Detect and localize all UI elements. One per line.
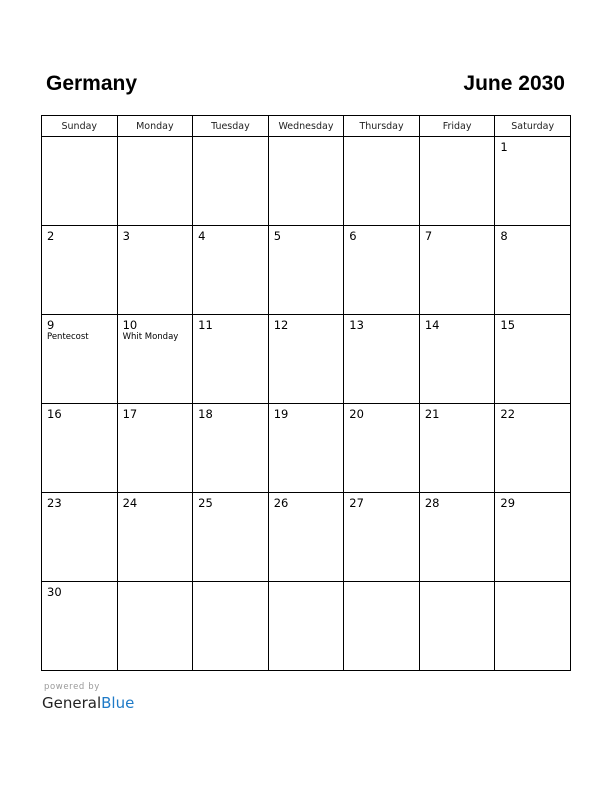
holiday-label: Whit Monday xyxy=(122,332,179,342)
day-number: 23 xyxy=(47,496,62,510)
generalblue-logo[interactable] xyxy=(42,693,134,713)
day-cell-content xyxy=(269,493,344,510)
weekday-monday: Monday xyxy=(117,116,193,137)
day-cell[interactable] xyxy=(193,315,269,404)
day-cell xyxy=(117,137,193,226)
day-cell-content xyxy=(118,404,193,421)
day-number: 9 xyxy=(47,318,55,332)
day-cell[interactable] xyxy=(117,404,193,493)
day-cell-content xyxy=(118,493,193,510)
calendar-body xyxy=(42,137,571,671)
day-cell-content xyxy=(344,582,419,585)
day-cell[interactable] xyxy=(268,493,344,582)
day-cell xyxy=(117,582,193,671)
day-cell-content xyxy=(42,315,117,343)
week-row xyxy=(42,404,571,493)
day-number: 15 xyxy=(500,318,516,332)
day-cell[interactable] xyxy=(268,404,344,493)
day-cell[interactable] xyxy=(495,137,571,226)
day-cell-content xyxy=(118,137,193,140)
day-cell-content xyxy=(420,315,495,332)
day-cell[interactable] xyxy=(117,226,193,315)
day-number: 11 xyxy=(198,318,213,332)
day-cell[interactable] xyxy=(42,582,118,671)
day-cell xyxy=(193,137,269,226)
day-cell[interactable] xyxy=(495,226,571,315)
brand-blue-text: Blue xyxy=(101,694,135,712)
day-number: 14 xyxy=(424,318,440,332)
day-cell-content xyxy=(42,226,117,243)
day-cell xyxy=(42,137,118,226)
day-cell xyxy=(495,582,571,671)
day-cell[interactable] xyxy=(42,404,118,493)
day-cell[interactable] xyxy=(419,315,495,404)
country-title: Germany xyxy=(46,72,138,95)
day-number: 22 xyxy=(500,407,516,421)
holiday-label: Pentecost xyxy=(47,332,89,342)
calendar-grid xyxy=(41,115,571,671)
weekday-friday: Friday xyxy=(419,116,495,137)
day-cell-content xyxy=(344,226,419,243)
day-number: 26 xyxy=(273,496,289,510)
day-cell-content xyxy=(269,404,344,421)
day-cell-content xyxy=(269,226,344,243)
day-cell-content xyxy=(420,226,495,243)
day-cell-content xyxy=(495,404,570,421)
month-year-title: June 2030 xyxy=(463,72,565,95)
day-cell[interactable] xyxy=(42,315,118,404)
day-cell[interactable] xyxy=(268,226,344,315)
weekday-tuesday: Tuesday xyxy=(193,116,269,137)
powered-by-label: powered by xyxy=(44,682,100,692)
day-cell xyxy=(344,137,420,226)
week-row xyxy=(42,226,571,315)
day-cell[interactable] xyxy=(193,226,269,315)
day-number: 10 xyxy=(122,318,138,332)
day-cell xyxy=(419,582,495,671)
day-number: 20 xyxy=(349,407,364,421)
day-cell[interactable] xyxy=(117,493,193,582)
day-cell[interactable] xyxy=(495,404,571,493)
day-cell xyxy=(344,582,420,671)
day-cell-content xyxy=(193,226,268,243)
day-cell[interactable] xyxy=(344,404,420,493)
day-cell[interactable] xyxy=(495,493,571,582)
day-cell-content xyxy=(42,404,117,421)
day-cell[interactable] xyxy=(419,226,495,315)
day-cell-content xyxy=(495,137,570,154)
day-number: 2 xyxy=(47,229,55,243)
day-cell-content xyxy=(344,493,419,510)
day-number: 6 xyxy=(349,229,357,243)
day-number: 8 xyxy=(500,229,508,243)
day-number: 4 xyxy=(198,229,206,243)
week-row xyxy=(42,315,571,404)
day-number: 28 xyxy=(424,496,440,510)
day-number: 12 xyxy=(273,318,289,332)
day-cell xyxy=(193,582,269,671)
day-number: 3 xyxy=(122,229,130,243)
day-number: 7 xyxy=(424,229,433,243)
day-cell[interactable] xyxy=(495,315,571,404)
brand-general-text: General xyxy=(42,694,102,712)
day-cell xyxy=(268,582,344,671)
day-cell[interactable] xyxy=(193,404,269,493)
weekday-saturday: Saturday xyxy=(495,116,571,137)
day-cell-content xyxy=(193,137,268,140)
day-number: 25 xyxy=(198,496,213,510)
day-cell-content xyxy=(420,404,495,421)
day-cell-content xyxy=(344,315,419,332)
day-cell-content xyxy=(495,315,570,332)
day-cell-content xyxy=(495,582,570,585)
day-number: 18 xyxy=(198,407,213,421)
day-cell-content xyxy=(193,315,268,332)
day-cell[interactable] xyxy=(419,493,495,582)
day-cell[interactable] xyxy=(344,493,420,582)
day-number: 13 xyxy=(349,318,364,332)
day-cell-content xyxy=(42,582,117,599)
weekday-header-row xyxy=(42,116,571,137)
week-row xyxy=(42,493,571,582)
day-cell-content xyxy=(118,315,193,343)
day-cell-content xyxy=(193,404,268,421)
day-cell xyxy=(419,137,495,226)
day-cell-content xyxy=(193,493,268,510)
day-number: 16 xyxy=(47,407,62,421)
day-number: 21 xyxy=(424,407,440,421)
day-cell[interactable] xyxy=(42,226,118,315)
day-number: 17 xyxy=(122,407,138,421)
day-cell-content xyxy=(495,226,570,243)
day-cell[interactable] xyxy=(344,315,420,404)
day-cell-content xyxy=(269,315,344,332)
day-cell-content xyxy=(42,493,117,510)
week-row xyxy=(42,582,571,671)
weekday-thursday: Thursday xyxy=(344,116,420,137)
day-number: 19 xyxy=(273,407,289,421)
day-cell-content xyxy=(344,404,419,421)
day-cell xyxy=(268,137,344,226)
weekday-sunday: Sunday xyxy=(42,116,118,137)
weekday-wednesday: Wednesday xyxy=(268,116,344,137)
day-cell-content xyxy=(420,582,495,585)
day-cell[interactable] xyxy=(344,226,420,315)
week-row xyxy=(42,137,571,226)
day-cell-content xyxy=(495,493,570,510)
day-cell-content xyxy=(269,137,344,140)
day-number: 30 xyxy=(47,585,62,599)
day-cell-content xyxy=(420,137,495,140)
day-number: 5 xyxy=(273,229,282,243)
day-number: 24 xyxy=(122,496,138,510)
day-cell-content xyxy=(269,582,344,585)
day-cell-content xyxy=(118,582,193,585)
day-cell-content xyxy=(420,493,495,510)
day-cell-content xyxy=(42,137,117,140)
day-cell-content xyxy=(344,137,419,140)
day-number: 1 xyxy=(500,140,508,154)
day-number: 27 xyxy=(349,496,364,510)
day-cell-content xyxy=(118,226,193,243)
day-cell[interactable] xyxy=(42,493,118,582)
day-cell[interactable] xyxy=(419,404,495,493)
day-cell-content xyxy=(193,582,268,585)
day-cell[interactable] xyxy=(117,315,193,404)
day-cell[interactable] xyxy=(268,315,344,404)
day-number: 29 xyxy=(500,496,516,510)
day-cell[interactable] xyxy=(193,493,269,582)
